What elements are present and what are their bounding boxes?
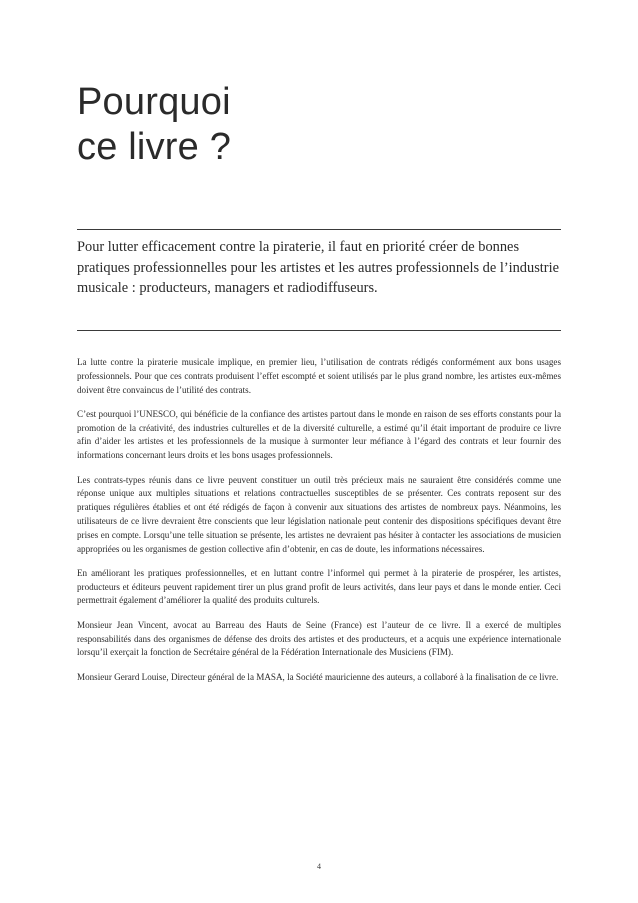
body-text [77, 356, 561, 695]
body-paragraph: Monsieur Jean Vincent, avocat au Barreau des Hauts de Seine (France) est l’auteur de ce livre. Il a exercé de multiples responsabilités dans des organismes de défense des droits des artistes et des producteurs, et a acquis une expérience internationale lorsqu’il exerçait la fonction de Secrétaire général de la Fédération Internationale des Musiciens (FIM). [77, 619, 561, 658]
bottom-divider [77, 330, 561, 331]
body-paragraph: Monsieur Gerard Louise, Directeur général de la MASA, la Société mauricienne des auteurs, a collaboré à la finalisation de ce livre. [77, 671, 559, 682]
body-paragraph: La lutte contre la piraterie musicale implique, en premier lieu, l’utilisation de contrats rédigés conformément aux bons usages professionnels. Pour que ces contrats produisent l’effet escompté et soient utilisés par le plus grand nombre, les artistes eux-mêmes doivent être convaincus de l’utilité des contrats. [77, 357, 561, 395]
body-paragraph: En améliorant les pratiques professionnelles, et en luttant contre l’informel qui permet à la piraterie de prospérer, les artistes, producteurs et éditeurs peuvent rapidement tirer un plus grand profit de leurs activités, dans leur pays et dans le monde entier. Ceci permettrait également d’améliorer la qualité des produits culturels. [77, 567, 561, 606]
page-title-line-1: Pourquoi [77, 81, 231, 123]
page-title [77, 80, 557, 170]
page-number: 4 [317, 862, 321, 871]
body-paragraph: Les contrats-types réunis dans ce livre peuvent constituer un outil très précieux mais ne sauraient être considérés comme une réponse unique aux multiples situations et relations contractuelles susceptibles de se présenter. Ces contrats reposent sur des pratiques régulières établies et ont été rédigés de façon à convenir aux situations des artistes de nombreux pays. Néanmoins, les utilisateurs de ce livre devraient être conscients que leur législation nationale peut contenir des dispositions spécifiques devant être prises en compte. Lorsqu’une telle situation se présente, les artistes ne devraient pas hésiter à contacter les associations de musicien appropriées ou les organismes de gestion collective afin d’obtenir, en cas de doute, les informations nécessaires. [77, 474, 561, 554]
page-title-line-2: ce livre ? [77, 126, 232, 168]
intro-paragraph: Pour lutter efficacement contre la piraterie, il faut en priorité créer de bonnes pratiques professionnelles pour les artistes et les autres professionnels de l’industrie musicale : producteurs, managers et radiodiffuseurs. [77, 239, 559, 296]
top-divider [77, 229, 561, 230]
body-paragraph: C’est pourquoi l’UNESCO, qui bénéficie de la confiance des artistes partout dans le monde en raison de ses efforts constants pour la promotion de la créativité, des industries culturelles et de la diversité culturelle, a estimé qu’il était important de produire ce livre afin d’aider les artistes et les professionnels de la musique à surmonter leur méfiance à l’égard des contrats et leur fournir des informations concernant leurs droits et les bons usages professionnels. [77, 408, 561, 461]
